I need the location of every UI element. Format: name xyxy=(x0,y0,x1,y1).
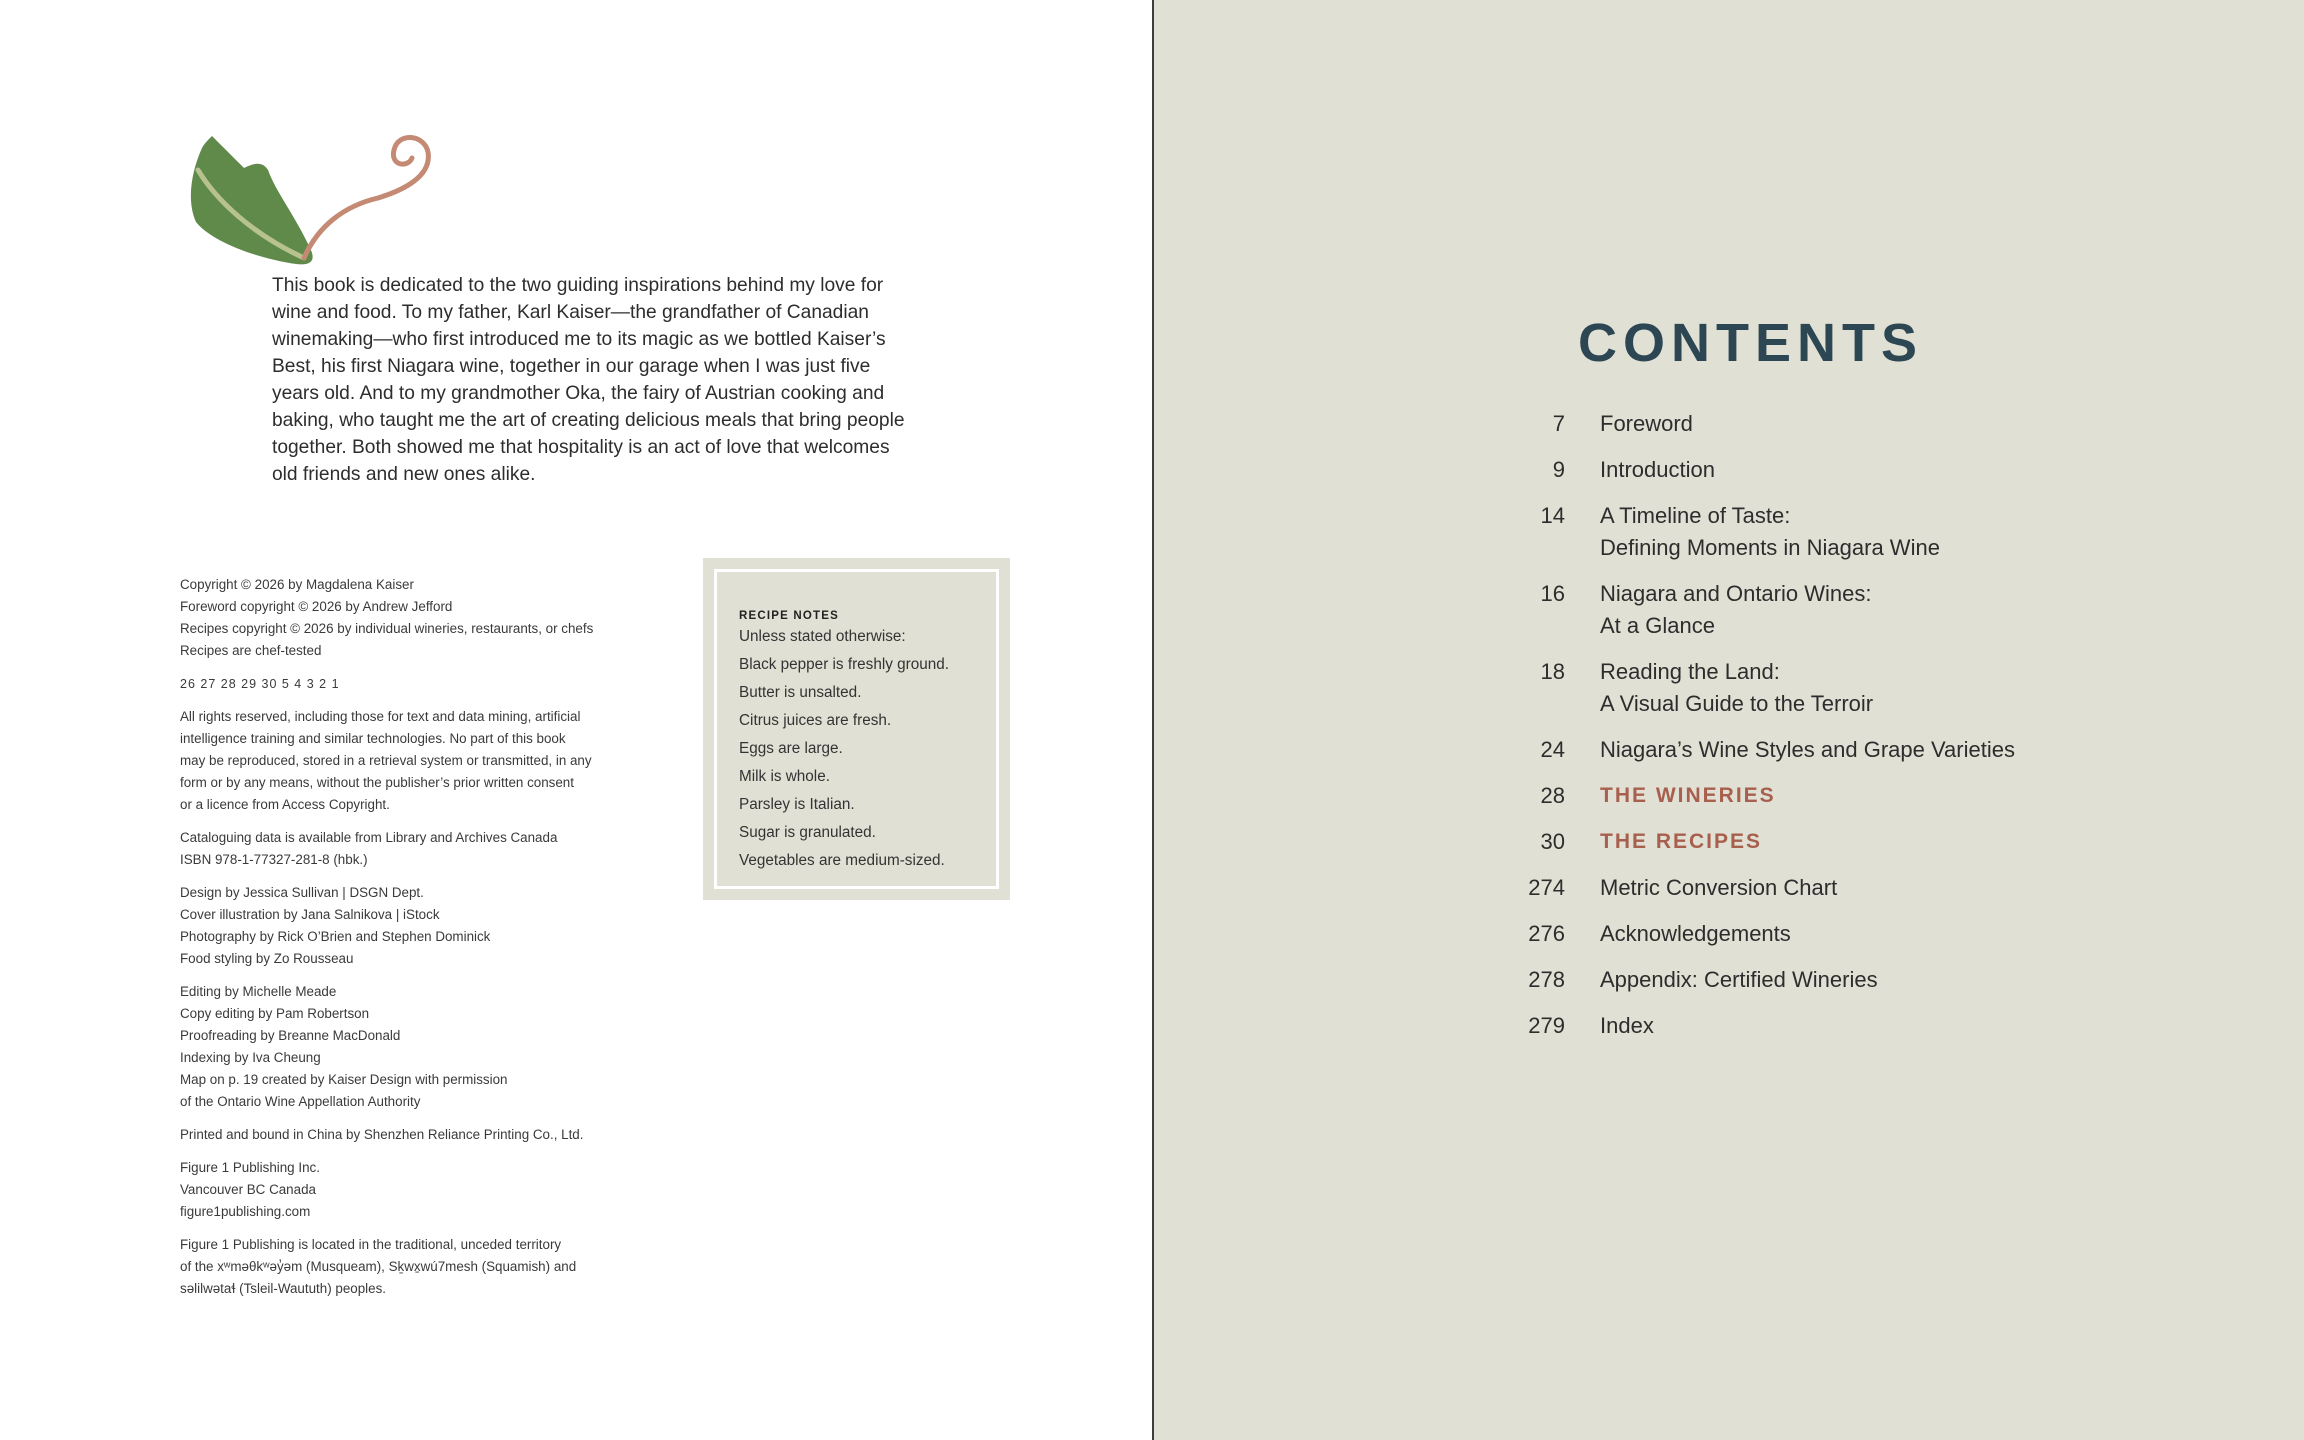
rights-line: form or by any means, without the publisher’s prior written consent xyxy=(180,775,574,790)
credit-line: Editing by Michelle Meade xyxy=(180,984,337,999)
copyright-block xyxy=(180,574,660,1311)
publisher-block xyxy=(180,1157,660,1223)
toc-entry-reading-the-land[interactable] xyxy=(1494,656,2254,720)
cataloguing-line: Cataloguing data is available from Library and Archives Canada xyxy=(180,830,558,845)
toc-entry-the-wineries[interactable] xyxy=(1494,780,2254,812)
recipe-notes-title: RECIPE NOTES xyxy=(739,610,840,622)
rights-line: intelligence training and similar technologies. No part of this book xyxy=(180,731,566,746)
credit-line: Proofreading by Breanne MacDonald xyxy=(180,1028,401,1043)
recipe-note-item: Black pepper is freshly ground. xyxy=(739,656,950,673)
credit-line: Copy editing by Pam Robertson xyxy=(180,1006,370,1021)
toc-entry-metric-conversion[interactable] xyxy=(1494,872,2254,904)
printed-block xyxy=(180,1124,660,1146)
print-line-block xyxy=(180,673,660,695)
isbn-line: ISBN 978-1-77327-281-8 (hbk.) xyxy=(180,852,368,867)
toc-page-number: 30 xyxy=(1540,829,1565,854)
recipe-notes-frame xyxy=(714,569,999,889)
right-page xyxy=(1152,0,2304,1440)
rights-block xyxy=(180,706,660,816)
territory-block xyxy=(180,1234,660,1300)
toc-title-line: Acknowledgements xyxy=(1600,921,1791,946)
toc-title-line: A Timeline of Taste: xyxy=(1600,503,1791,528)
toc-title xyxy=(1600,578,1871,642)
toc-title-line: Foreword xyxy=(1600,411,1693,436)
toc-title-line: Defining Moments in Niagara Wine xyxy=(1600,535,1940,560)
credit-line: Indexing by Iva Cheung xyxy=(180,1050,321,1065)
toc-page-number: 18 xyxy=(1540,659,1565,684)
toc-page-number: 9 xyxy=(1552,457,1565,482)
contents-title: CONTENTS xyxy=(1578,313,1923,373)
toc-page-number: 7 xyxy=(1552,411,1565,436)
toc-title-line: At a Glance xyxy=(1600,613,1715,638)
toc-title xyxy=(1600,500,1940,564)
toc-page-number: 14 xyxy=(1540,503,1565,528)
toc-entry-introduction[interactable] xyxy=(1494,454,2254,486)
toc-title-line: Reading the Land: xyxy=(1600,659,1780,684)
recipe-note-item: Citrus juices are fresh. xyxy=(739,712,892,729)
toc-title xyxy=(1600,826,1762,858)
publisher-line: Vancouver BC Canada xyxy=(180,1182,316,1197)
toc-entry-index[interactable] xyxy=(1494,1010,2254,1042)
toc-entry-wines-at-a-glance[interactable] xyxy=(1494,578,2254,642)
toc-page-number: 28 xyxy=(1540,783,1565,808)
publisher-line: figure1publishing.com xyxy=(180,1204,311,1219)
table-of-contents xyxy=(1494,408,2254,1056)
toc-title xyxy=(1600,1010,1654,1042)
toc-title xyxy=(1600,408,1693,440)
toc-title xyxy=(1600,454,1715,486)
print-line: 26 27 28 29 30 5 4 3 2 1 xyxy=(180,677,340,691)
toc-page-number: 276 xyxy=(1528,921,1565,946)
recipe-notes-box xyxy=(703,558,1010,900)
territory-line: səlilwətaɬ (Tsleil-Waututh) peoples. xyxy=(180,1281,386,1296)
toc-title xyxy=(1600,964,1878,996)
toc-title-line: Niagara and Ontario Wines: xyxy=(1600,581,1872,606)
toc-title-line: A Visual Guide to the Terroir xyxy=(1600,691,1874,716)
recipe-note-item: Parsley is Italian. xyxy=(739,796,855,813)
toc-title xyxy=(1600,656,1873,720)
toc-title-line: Introduction xyxy=(1600,457,1715,482)
rights-line: or a licence from Access Copyright. xyxy=(180,797,390,812)
dedication-text: This book is dedicated to the two guiding inspirations behind my love for wine and food. To my father, Karl Kaiser—the grandfather of Canadian winemaking—who first introduced me to its magic as we bottled Kaiser’s Best, his first Niagara wine, together in our garage when I was just five years old. And to my grandmother Oka, the fairy of Austrian cooking and baking, who taught me the art of creating delicious meals that bring people together. Both showed me that hospitality is an act of love that welcomes old friends and new ones alike. xyxy=(272,275,905,485)
toc-title-line: Appendix: Certified Wineries xyxy=(1600,967,1878,992)
toc-page-number: 16 xyxy=(1540,581,1565,606)
credit-line: Map on p. 19 created by Kaiser Design with permission xyxy=(180,1072,508,1087)
publisher-line: Figure 1 Publishing Inc. xyxy=(180,1160,320,1175)
toc-title-line: Index xyxy=(1600,1013,1654,1038)
recipe-note-item: Milk is whole. xyxy=(739,768,830,785)
toc-entry-appendix[interactable] xyxy=(1494,964,2254,996)
toc-entry-wine-styles[interactable] xyxy=(1494,734,2254,766)
copyright-line: Copyright © 2026 by Magdalena Kaiser xyxy=(180,577,414,592)
design-credits xyxy=(180,882,660,970)
toc-title-line: THE RECIPES xyxy=(1600,830,1763,853)
toc-title-line: Niagara’s Wine Styles and Grape Varieties xyxy=(1600,737,2015,762)
toc-page-number: 279 xyxy=(1528,1013,1565,1038)
copyright-lines xyxy=(180,574,660,662)
toc-entry-the-recipes[interactable] xyxy=(1494,826,2254,858)
toc-page-number: 274 xyxy=(1528,875,1565,900)
rights-line: All rights reserved, including those for text and data mining, artificial xyxy=(180,709,581,724)
toc-page-number: 278 xyxy=(1528,967,1565,992)
credit-line: Cover illustration by Jana Salnikova | iStock xyxy=(180,907,440,922)
copyright-line: Recipes are chef-tested xyxy=(180,643,322,658)
toc-title-line: THE WINERIES xyxy=(1600,784,1776,807)
toc-title xyxy=(1600,872,1837,904)
toc-entry-timeline[interactable] xyxy=(1494,500,2254,564)
copyright-line: Recipes copyright © 2026 by individual wineries, restaurants, or chefs xyxy=(180,621,594,636)
credit-line: Photography by Rick O’Brien and Stephen Dominick xyxy=(180,929,491,944)
credit-line: Design by Jessica Sullivan | DSGN Dept. xyxy=(180,885,424,900)
printed-line: Printed and bound in China by Shenzhen Reliance Printing Co., Ltd. xyxy=(180,1127,584,1142)
toc-entry-foreword[interactable] xyxy=(1494,408,2254,440)
rights-line: may be reproduced, stored in a retrieval system or transmitted, in any xyxy=(180,753,592,768)
editing-credits xyxy=(180,981,660,1113)
cataloguing-block xyxy=(180,827,660,871)
copyright-line: Foreword copyright © 2026 by Andrew Jefford xyxy=(180,599,453,614)
recipe-note-item: Butter is unsalted. xyxy=(739,684,862,701)
toc-title-line: Metric Conversion Chart xyxy=(1600,875,1838,900)
grape-leaf-icon xyxy=(182,130,492,270)
toc-title xyxy=(1600,734,2015,766)
toc-entry-acknowledgements[interactable] xyxy=(1494,918,2254,950)
recipe-note-item: Eggs are large. xyxy=(739,740,843,757)
recipe-note-item: Vegetables are medium-sized. xyxy=(739,852,945,869)
toc-title xyxy=(1600,918,1791,950)
credit-line: of the Ontario Wine Appellation Authority xyxy=(180,1094,421,1109)
recipe-note-item: Sugar is granulated. xyxy=(739,824,876,841)
territory-line: of the xʷməθkʷəy̓əm (Musqueam), Sḵwx̱wú7mesh (Squamish) and xyxy=(180,1259,577,1274)
toc-page-number: 24 xyxy=(1540,737,1565,762)
dedication xyxy=(272,272,912,488)
recipe-notes-intro: Unless stated otherwise: xyxy=(739,628,906,645)
credit-line: Food styling by Zo Rousseau xyxy=(180,951,354,966)
territory-line: Figure 1 Publishing is located in the traditional, unceded territory xyxy=(180,1237,562,1252)
toc-title xyxy=(1600,780,1776,812)
